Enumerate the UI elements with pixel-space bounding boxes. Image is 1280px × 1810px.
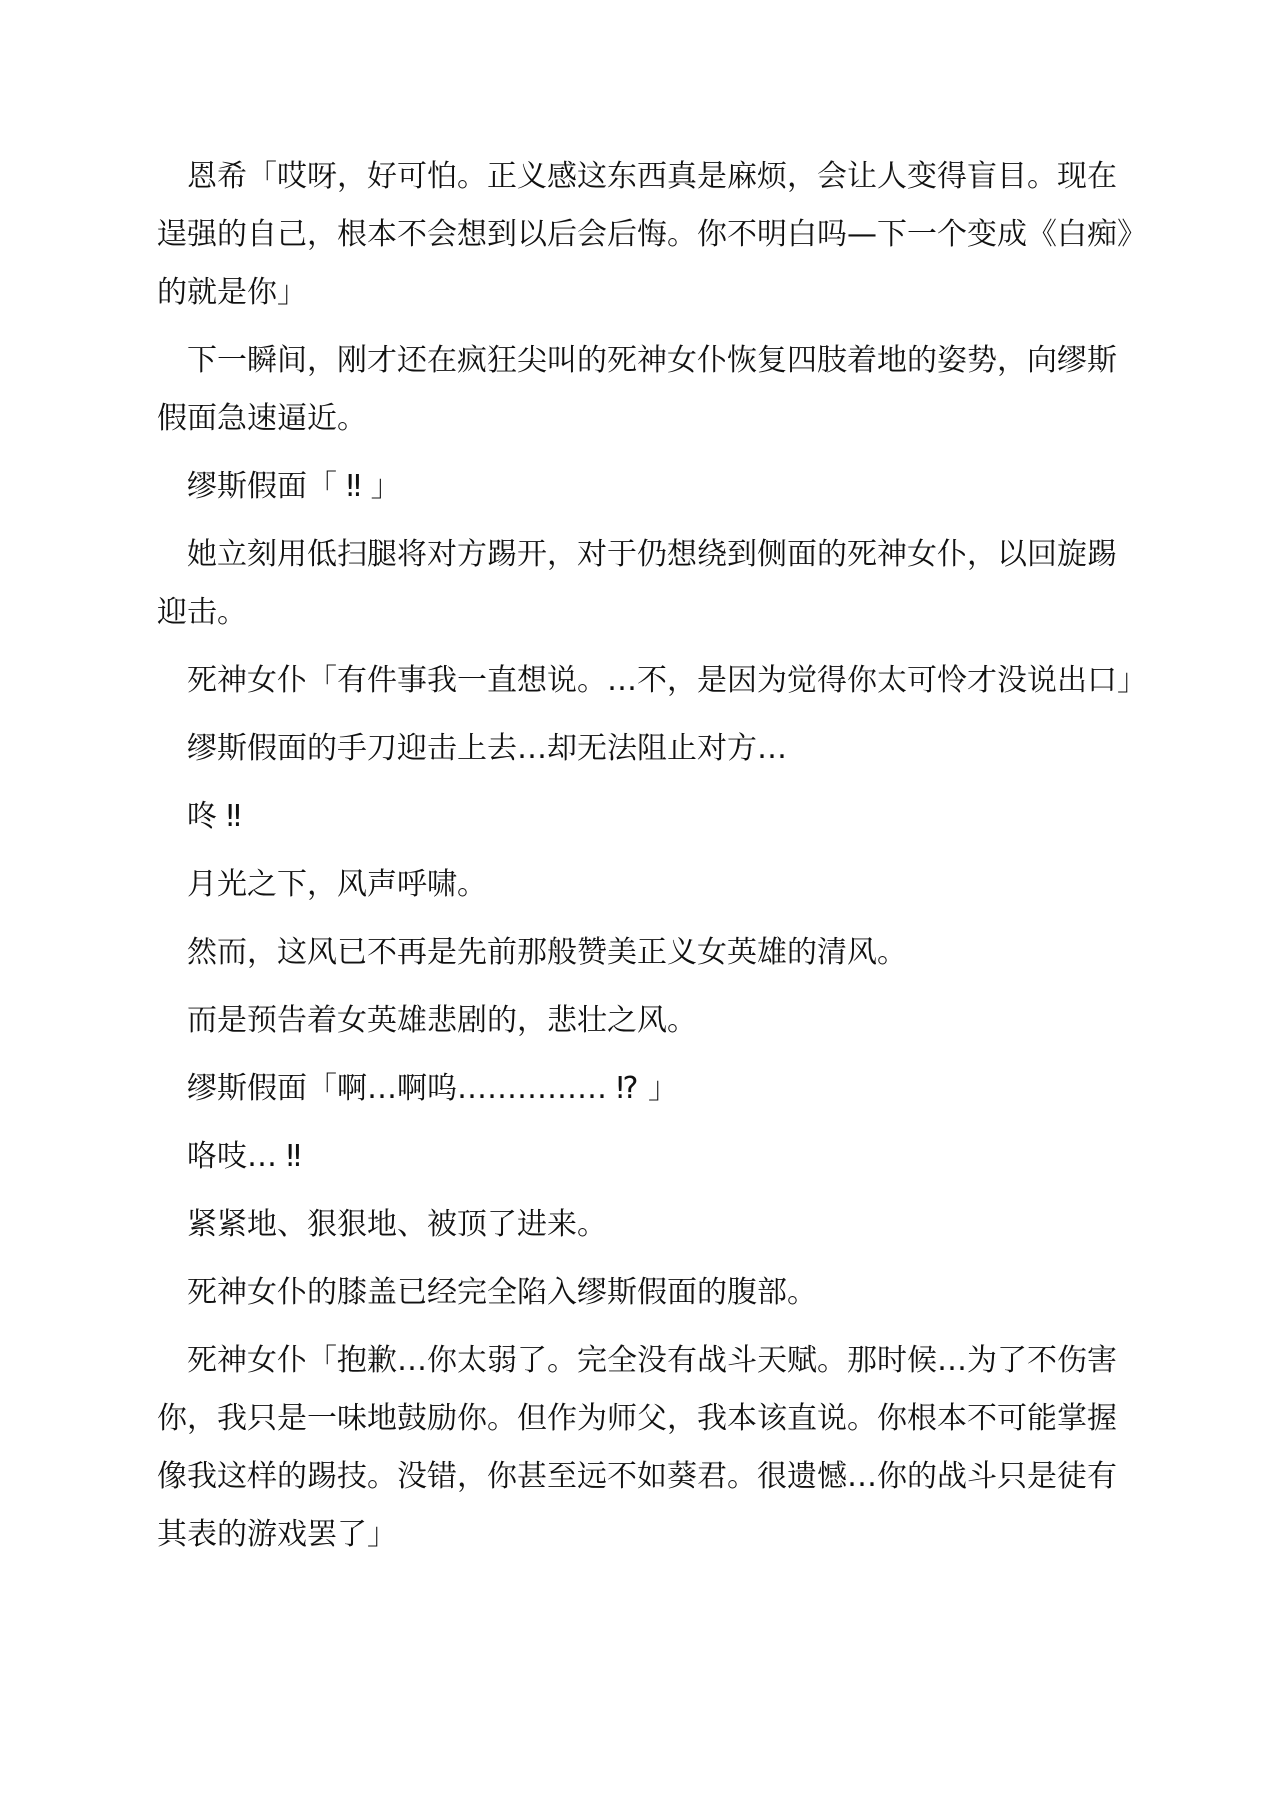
text-line: 其表的游戏罢了」 (157, 1517, 397, 1552)
paragraph (157, 652, 1197, 710)
paragraph (157, 1196, 1197, 1254)
text-line: 月光之下，风声呼啸。 (187, 867, 487, 902)
document-page (157, 148, 1197, 1574)
text-line: 下一瞬间，刚才还在疯狂尖叫的死神女仆恢复四肢着地的姿势，向缪斯 (187, 343, 1117, 378)
paragraph (157, 1060, 1197, 1118)
text-line: 的就是你」 (157, 275, 307, 310)
text-line: 迎击。 (157, 595, 247, 630)
paragraph (157, 992, 1197, 1050)
text-line: 像我这样的踢技。没错，你甚至远不如葵君。很遗憾…你的战斗只是徒有 (157, 1459, 1117, 1494)
text-line: 咚 ‼ (187, 799, 242, 834)
text-line: 然而，这风已不再是先前那般赞美正义女英雄的清风。 (187, 935, 907, 970)
paragraph (157, 526, 1197, 642)
paragraph (157, 788, 1197, 846)
text-line: 缪斯假面的手刀迎击上去…却无法阻止对方… (187, 731, 787, 766)
paragraph (157, 1264, 1197, 1322)
paragraph (157, 148, 1197, 322)
text-line: 死神女仆「有件事我一直想说。…不，是因为觉得你太可怜才没说出口」 (187, 663, 1147, 698)
paragraph (157, 720, 1197, 778)
paragraph (157, 332, 1197, 448)
paragraph (157, 1332, 1197, 1564)
text-line: 逞强的自己，根本不会想到以后会后悔。你不明白吗—下一个变成《白痴》 (157, 217, 1147, 252)
text-line: 紧紧地、狠狠地、被顶了进来。 (187, 1207, 607, 1242)
text-line: 咯吱… ‼ (187, 1139, 302, 1174)
text-line: 她立刻用低扫腿将对方踢开，对于仍想绕到侧面的死神女仆，以回旋踢 (187, 537, 1117, 572)
text-line: 恩希「哎呀，好可怕。正义感这东西真是麻烦，会让人变得盲目。现在 (187, 159, 1117, 194)
text-line: 而是预告着女英雄悲剧的，悲壮之风。 (187, 1003, 697, 1038)
text-line: 死神女仆的膝盖已经完全陷入缪斯假面的腹部。 (187, 1275, 817, 1310)
text-line: 缪斯假面「 ‼ 」 (187, 469, 401, 504)
text-line: 假面急速逼近。 (157, 401, 367, 436)
text-line: 死神女仆「抱歉…你太弱了。完全没有战斗天赋。那时候…为了不伤害 (187, 1343, 1117, 1378)
text-line: 你，我只是一味地鼓励你。但作为师父，我本该直说。你根本不可能掌握 (157, 1401, 1117, 1436)
text-line: 缪斯假面「啊…啊呜…………… ⁉ 」 (187, 1071, 679, 1106)
paragraph (157, 458, 1197, 516)
paragraph (157, 856, 1197, 914)
paragraph (157, 924, 1197, 982)
paragraph (157, 1128, 1197, 1186)
